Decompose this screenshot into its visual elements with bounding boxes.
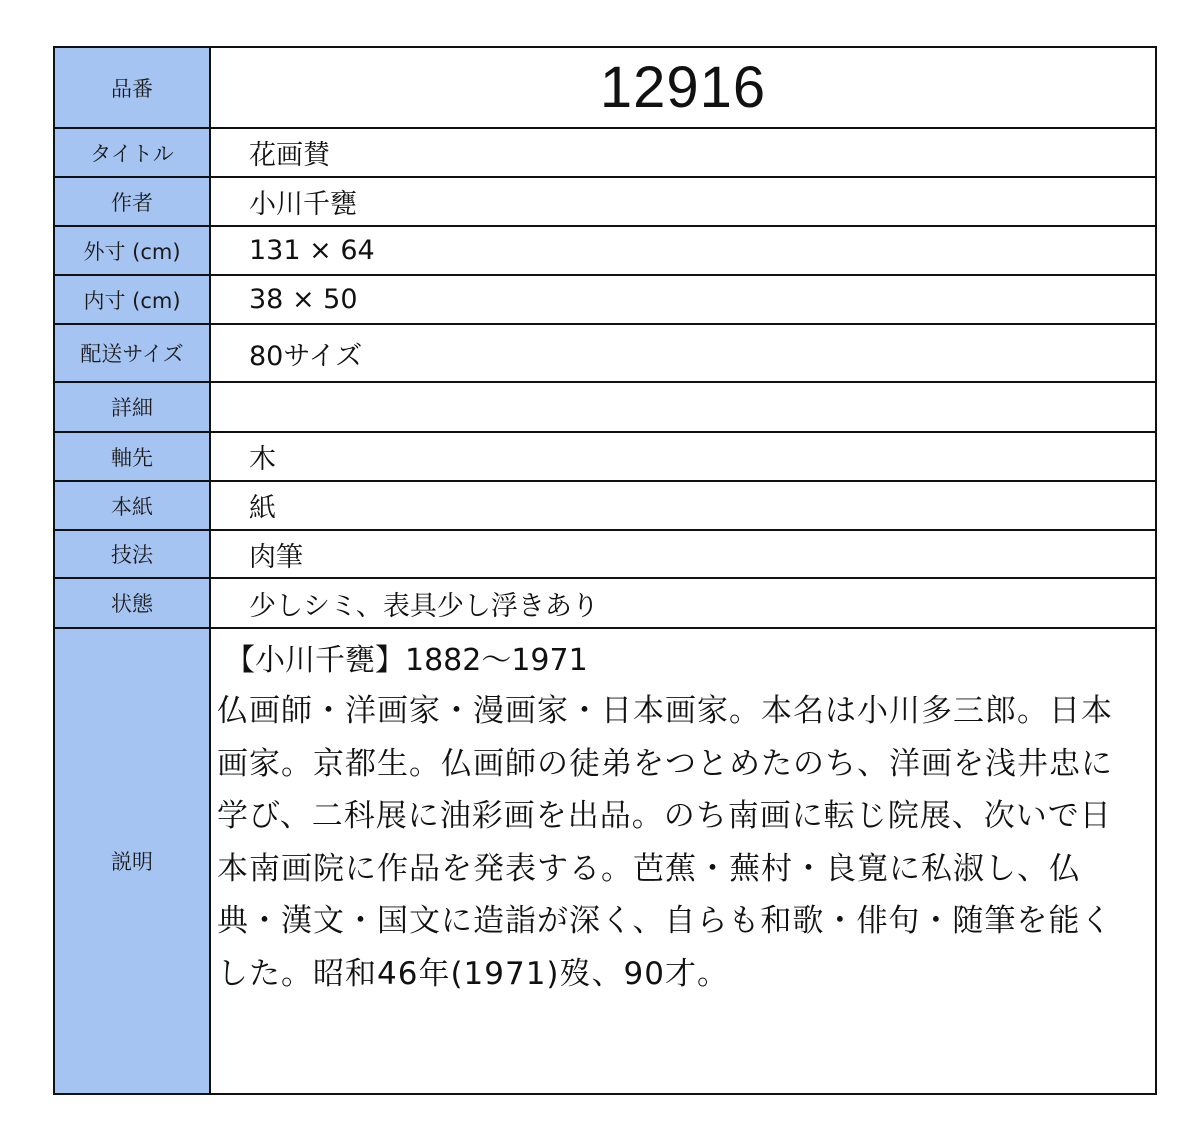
label-hinban: 品番 <box>54 47 210 128</box>
row-jikusaki <box>54 432 1156 481</box>
label-technique: 技法 <box>54 530 210 578</box>
row-technique <box>54 530 1156 578</box>
value-condition: 少しシミ、表具少し浮きあり <box>210 578 1156 628</box>
label-description: 説明 <box>54 628 210 1094</box>
label-inner-size: 内寸 (cm) <box>54 275 210 324</box>
description-body: 仏画師・洋画家・漫画家・日本画家。本名は小川多三郎。日本画家。京都生。仏画師の徒弟をつとめたのち、洋画を浅井忠に学び、二科展に油彩画を出品。のち南画に転じ院展、次いで日本南画院に作品を発表する。芭蕉・蕪村・良寛に私淑し、仏典・漢文・国文に造詣が深く、自らも和歌・俳句・随筆を能くした。昭和46年(1971)歿、90才。 <box>217 693 1113 992</box>
value-outer-size: 131 × 64 <box>210 226 1156 275</box>
row-condition <box>54 578 1156 628</box>
label-author: 作者 <box>54 177 210 226</box>
row-outer-size <box>54 226 1156 275</box>
row-details <box>54 382 1156 432</box>
label-condition: 状態 <box>54 578 210 628</box>
value-title: 花画賛 <box>210 128 1156 177</box>
row-hinban <box>54 47 1156 128</box>
row-author <box>54 177 1156 226</box>
value-jikusaki: 木 <box>210 432 1156 481</box>
value-details <box>210 382 1156 432</box>
label-jikusaki: 軸先 <box>54 432 210 481</box>
description-heading: 【小川千甕】1882〜1971 <box>225 643 588 678</box>
value-shipping-size: 80サイズ <box>210 324 1156 382</box>
item-spec-table <box>53 46 1157 1095</box>
value-description <box>210 628 1156 1094</box>
value-author: 小川千甕 <box>210 177 1156 226</box>
row-description <box>54 628 1156 1094</box>
value-item-number: 12916 <box>210 47 1156 128</box>
row-inner-size <box>54 275 1156 324</box>
label-outer-size: 外寸 (cm) <box>54 226 210 275</box>
value-honshi: 紙 <box>210 481 1156 530</box>
row-honshi <box>54 481 1156 530</box>
row-title <box>54 128 1156 177</box>
row-shipping-size <box>54 324 1156 382</box>
label-honshi: 本紙 <box>54 481 210 530</box>
value-inner-size: 38 × 50 <box>210 275 1156 324</box>
label-title: タイトル <box>54 128 210 177</box>
value-technique: 肉筆 <box>210 530 1156 578</box>
label-shipping-size: 配送サイズ <box>54 324 210 382</box>
label-details: 詳細 <box>54 382 210 432</box>
